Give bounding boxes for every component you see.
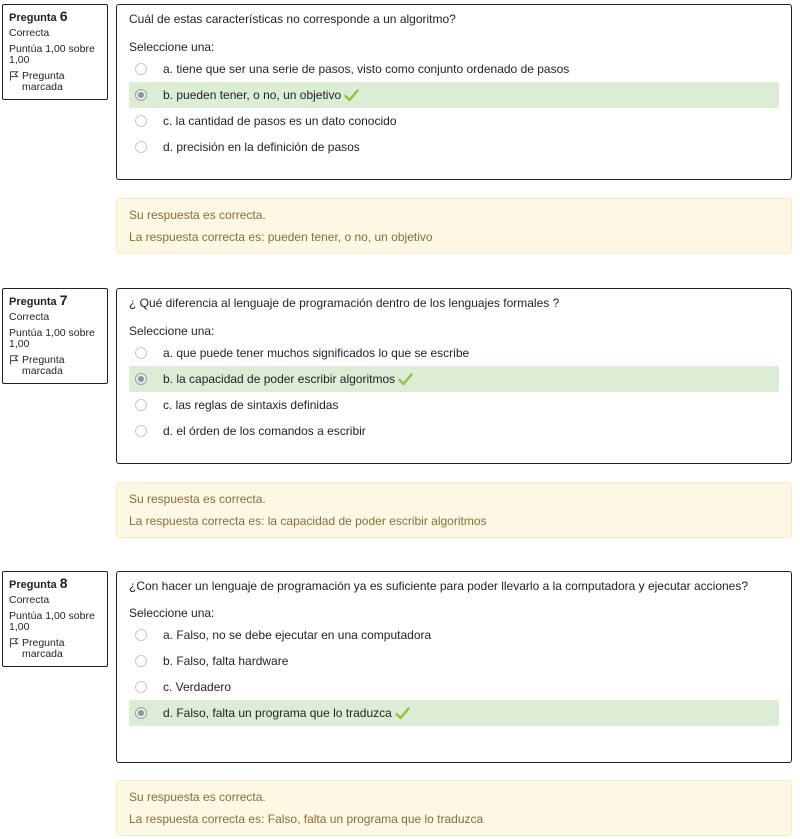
flag-label: Pregunta marcada [22, 637, 65, 660]
answer-prompt: Seleccione una: [129, 40, 215, 54]
flag-label: Pregunta marcada [22, 70, 65, 93]
flag-icon [9, 355, 19, 365]
answer-option[interactable] [129, 56, 779, 82]
question-text: ¿ Qué diferencia al lenguaje de programación dentro de los lenguajes formales ? [129, 296, 560, 310]
question-number [9, 293, 101, 309]
answer-option-label: b. la capacidad de poder escribir algoritmos [163, 371, 396, 386]
answer-option[interactable] [129, 674, 779, 700]
question-info [2, 288, 108, 384]
flag-question-link[interactable] [9, 355, 101, 377]
answer-prompt: Seleccione una: [129, 324, 215, 338]
feedback-box [116, 780, 792, 836]
answer-option[interactable] [129, 134, 779, 160]
question-text: ¿Con hacer un lenguaje de programación ya es suficiente para poder llevarlo a la computadora y ejecutar acciones? [129, 579, 749, 593]
radio-button[interactable] [135, 347, 147, 359]
feedback-box [116, 198, 792, 254]
question-grade: Puntúa 1,00 sobre 1,00 [9, 43, 95, 66]
feedback-right-answer: La respuesta correcta es: Falso, falta un programa que lo traduzca [129, 812, 484, 826]
radio-button-selected[interactable] [135, 373, 147, 385]
radio-button[interactable] [135, 115, 147, 127]
question-grade: Puntúa 1,00 sobre 1,00 [9, 327, 95, 350]
answer-option-label: d. el órden de los comandos a escribir [163, 423, 366, 438]
feedback-status: Su respuesta es correcta. [129, 208, 266, 222]
flag-icon [9, 638, 19, 648]
question-formulation [116, 4, 792, 180]
answer-option-label: c. Verdadero [163, 679, 232, 694]
answer-option[interactable] [129, 648, 779, 674]
question-formulation [116, 571, 792, 763]
flag-label: Pregunta marcada [22, 354, 65, 377]
answer-option-label: a. que puede tener muchos significados lo que se escribe [163, 345, 470, 360]
answer-option[interactable] [129, 340, 779, 366]
radio-button[interactable] [135, 399, 147, 411]
check-icon [398, 373, 413, 386]
radio-button[interactable] [135, 629, 147, 641]
check-icon [395, 707, 410, 720]
answer-option[interactable] [129, 622, 779, 648]
question-number [9, 576, 101, 592]
answer-option[interactable] [129, 108, 779, 134]
flag-question-link[interactable] [9, 71, 101, 93]
radio-button[interactable] [135, 141, 147, 153]
question-number-value: 8 [59, 575, 68, 591]
answer-option-label: b. Falso, falta hardware [163, 653, 289, 668]
question-text: Cuál de estas características no corresponde a un algoritmo? [129, 12, 456, 26]
radio-button[interactable] [135, 681, 147, 693]
question-number-value: 7 [59, 292, 68, 308]
radio-button[interactable] [135, 655, 147, 667]
question-grade: Puntúa 1,00 sobre 1,00 [9, 610, 95, 633]
answer-option[interactable] [129, 418, 779, 444]
question-label: Pregunta [9, 296, 57, 308]
question-label: Pregunta [9, 579, 57, 591]
answer-option-selected[interactable] [129, 82, 779, 108]
question-info [2, 571, 108, 667]
answer-option-label: a. tiene que ser una serie de pasos, visto como conjunto ordenado de pasos [163, 61, 570, 76]
question-formulation [116, 288, 792, 464]
question-number [9, 9, 101, 25]
feedback-right-answer: La respuesta correcta es: la capacidad de poder escribir algoritmos [129, 514, 487, 528]
answer-option-label: d. precisión en la definición de pasos [163, 139, 360, 154]
answer-option-label: c. la cantidad de pasos es un dato conocido [163, 113, 397, 128]
feedback-status: Su respuesta es correcta. [129, 492, 266, 506]
radio-button[interactable] [135, 425, 147, 437]
flag-icon [9, 71, 19, 81]
answer-option-label: c. las reglas de sintaxis definidas [163, 397, 339, 412]
answer-option-selected[interactable] [129, 700, 779, 726]
radio-button-selected[interactable] [135, 707, 147, 719]
answer-option-label: a. Falso, no se debe ejecutar en una computadora [163, 627, 432, 642]
answer-option-label: d. Falso, falta un programa que lo traduzca [163, 705, 392, 720]
question-number-value: 6 [59, 8, 68, 24]
question-state: Correcta [9, 311, 50, 323]
flag-question-link[interactable] [9, 638, 101, 660]
question-state: Correcta [9, 594, 50, 606]
answer-option-label: b. pueden tener, o no, un objetivo [163, 87, 342, 102]
question-label: Pregunta [9, 12, 57, 24]
question-info [2, 4, 108, 100]
answer-prompt: Seleccione una: [129, 606, 215, 620]
answer-option[interactable] [129, 392, 779, 418]
answer-option-selected[interactable] [129, 366, 779, 392]
radio-button-selected[interactable] [135, 89, 147, 101]
feedback-right-answer: La respuesta correcta es: pueden tener, o no, un objetivo [129, 230, 433, 244]
feedback-status: Su respuesta es correcta. [129, 790, 266, 804]
question-state: Correcta [9, 27, 50, 39]
feedback-box [116, 482, 792, 538]
radio-button[interactable] [135, 63, 147, 75]
check-icon [344, 89, 359, 102]
